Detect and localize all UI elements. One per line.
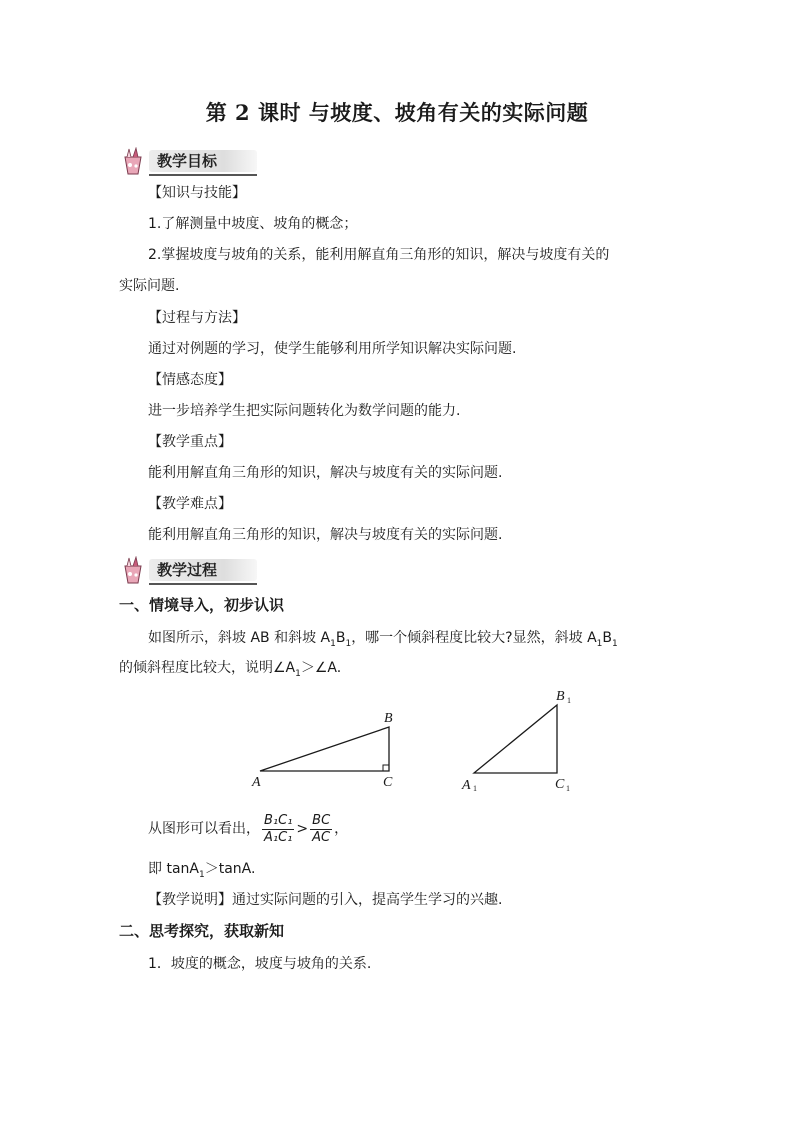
knowledge-item-1: 1.了解测量中坡度、坡角的概念； [148,216,358,232]
difficulty-heading: 【教学难点】 [148,496,232,512]
triangle-a1b1c1 [461,689,571,793]
subscript: 1 [345,638,352,649]
fraction-numerator: BC [312,812,331,828]
ratio-comparison [148,810,348,848]
fraction-denominator: A₁C₁ [264,829,293,845]
fraction-denominator: AC [312,829,331,845]
fraction-bc-over-ac [310,813,332,846]
teaching-note: 【教学说明】通过实际问题的引入，提高学生学习的兴趣. [148,892,503,908]
para1-part-c: ，哪一个倾斜程度比较大?显然，斜坡 A [351,630,597,646]
knowledge-item-2a: 2.掌握坡度与坡角的关系，能利用解直角三角形的知识，解决与坡度有关的 [148,247,610,263]
label-a1: A [462,778,471,793]
para2-part-a: 的倾斜程度比较大，说明∠A [119,660,296,676]
process-method-heading: 【过程与方法】 [148,310,246,326]
page-title: 第 2 课时 与坡度、坡角有关的实际问题 [205,100,589,125]
comma: ， [334,821,349,837]
process-banner-label: 教学过程 [149,559,257,581]
process-method-text: 通过对例题的学习，使学生能够利用所学知识解决实际问题. [148,341,517,357]
tan-comparison [148,859,255,885]
triangle-abc [251,711,393,790]
objectives-banner-label: 教学目标 [149,150,257,172]
section-2-item-1: 1．坡度的概念，坡度与坡角的关系. [148,956,372,972]
label-a: A [252,775,261,790]
slope-diagrams [240,685,600,795]
knowledge-heading: 【知识与技能】 [148,185,246,201]
objectives-banner [117,147,257,177]
subscript: 1 [596,638,603,649]
key-point-text: 能利用解直角三角形的知识，解决与坡度有关的实际问题. [148,465,503,481]
subscript: 1 [198,869,205,880]
label-c1-sub: 1 [566,784,570,793]
section-1-heading: 一、情境导入，初步认识 [119,596,285,614]
emotion-heading: 【情感态度】 [148,372,232,388]
emotion-text: 进一步培养学生把实际问题转化为数学问题的能力. [148,403,461,419]
section-2-heading: 二、思考探究，获取新知 [119,922,285,940]
label-c: C [383,775,393,790]
subscript: 1 [612,638,618,649]
para1-part-d: B [602,630,612,646]
knowledge-item-2b: 实际问题. [119,278,180,294]
ratio-intro-text: 从图形可以看出， [148,821,260,837]
fraction-b1c1-over-a1c1 [262,813,294,846]
label-b1-sub: 1 [567,696,571,705]
fraction-numerator: B₁C₁ [264,812,293,828]
key-point-heading: 【教学重点】 [148,434,232,450]
tan-part-b: ＞tanA. [204,861,256,877]
pencil-cup-icon [117,147,153,177]
subscript: 1 [330,638,336,649]
section-1-paragraph-line-2 [119,658,341,684]
label-a1-sub: 1 [473,784,477,793]
label-c1: C [555,777,565,792]
label-b1: B [556,689,565,704]
para1-part-b: B [335,630,346,646]
section-1-paragraph-line-1 [148,628,618,654]
pencil-cup-icon [117,556,153,586]
subscript: 1 [295,668,301,679]
greater-than-sign: > [296,821,309,837]
label-b: B [384,711,393,726]
para2-part-b: ＞∠A. [300,660,342,676]
tan-part-a: 即 tanA [148,861,199,877]
difficulty-text: 能利用解直角三角形的知识，解决与坡度有关的实际问题. [148,527,503,543]
para1-part-a: 如图所示，斜坡 AB 和斜坡 A [148,630,331,646]
process-banner [117,556,257,586]
